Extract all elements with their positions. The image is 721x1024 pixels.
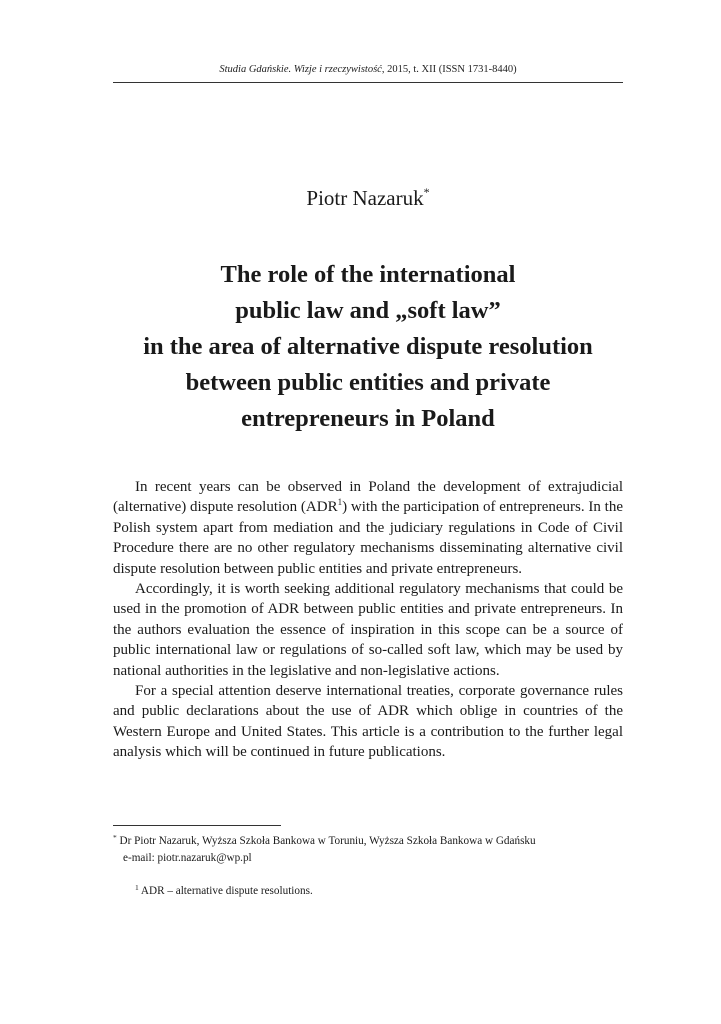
paper-title <box>113 257 623 437</box>
header-rule <box>113 82 623 83</box>
journal-title: Studia Gdańskie. Wizje i rzeczywistość <box>219 64 382 75</box>
journal-details: , 2015, t. XII (ISSN 1731-8440) <box>381 64 517 75</box>
footnote-marker: 1 <box>135 883 139 892</box>
author-email[interactable]: e-mail: piotr.nazaruk@wp.pl <box>123 852 252 864</box>
author-line <box>113 186 623 211</box>
title-line: in the area of alternative dispute resolution <box>143 333 593 360</box>
footnote-marker: * <box>113 833 117 842</box>
abstract-paragraph-2: Accordingly, it is worth seeking additional regulatory mechanisms that could be used in the promotion of ADR between public entities and private entrepreneurs. In the authors evaluation the essence of inspiration in this scope can be a source of public international law or regulations of so-called soft law, which may be used by national authorities in the legislative and non-legislative actions. <box>113 581 623 679</box>
title-line: between public entities and private <box>185 369 551 396</box>
abstract-paragraph-1: In recent years can be observed in Poland the development of extrajudicial (alternative) dispute resolution (ADR$^1$) with the participation of entrepreneurs. In the Polish system apart from mediation and the judiciary regulations in Code of Civil Procedure there are no other regulatory mechanisms disseminating alternative civil dispute resolution between public entities and private entrepreneurs. <box>113 479 624 577</box>
title-line: entrepreneurs in Poland <box>241 405 495 432</box>
author-footnote-marker[interactable]: * <box>423 185 430 199</box>
abstract-paragraph-3: For a special attention deserve international treaties, corporate governance rules and public declarations about the use of ADR which oblige in countries of the Western Europe and United States. This article is a contribution to the further legal analysis which will be continued in future publications. <box>113 683 623 761</box>
running-head <box>113 64 623 75</box>
footnote-rule <box>113 825 281 826</box>
footnote-affiliation: Dr Piotr Nazaruk, Wyższa Szkoła Bankowa w Toruniu, Wyższa Szkoła Bankowa w Gdańsku <box>116 835 536 847</box>
author-name: Piotr Nazaruk <box>306 186 424 210</box>
abstract <box>113 477 623 763</box>
title-line: public law and „soft law” <box>235 297 501 324</box>
footnote-text: ADR – alternative dispute resolutions. <box>138 885 313 897</box>
footnote-ref-1[interactable]: 1 <box>337 497 343 508</box>
footnote-author <box>113 833 623 867</box>
footnote-1 <box>113 883 623 900</box>
title-line: The role of the international <box>220 261 516 288</box>
